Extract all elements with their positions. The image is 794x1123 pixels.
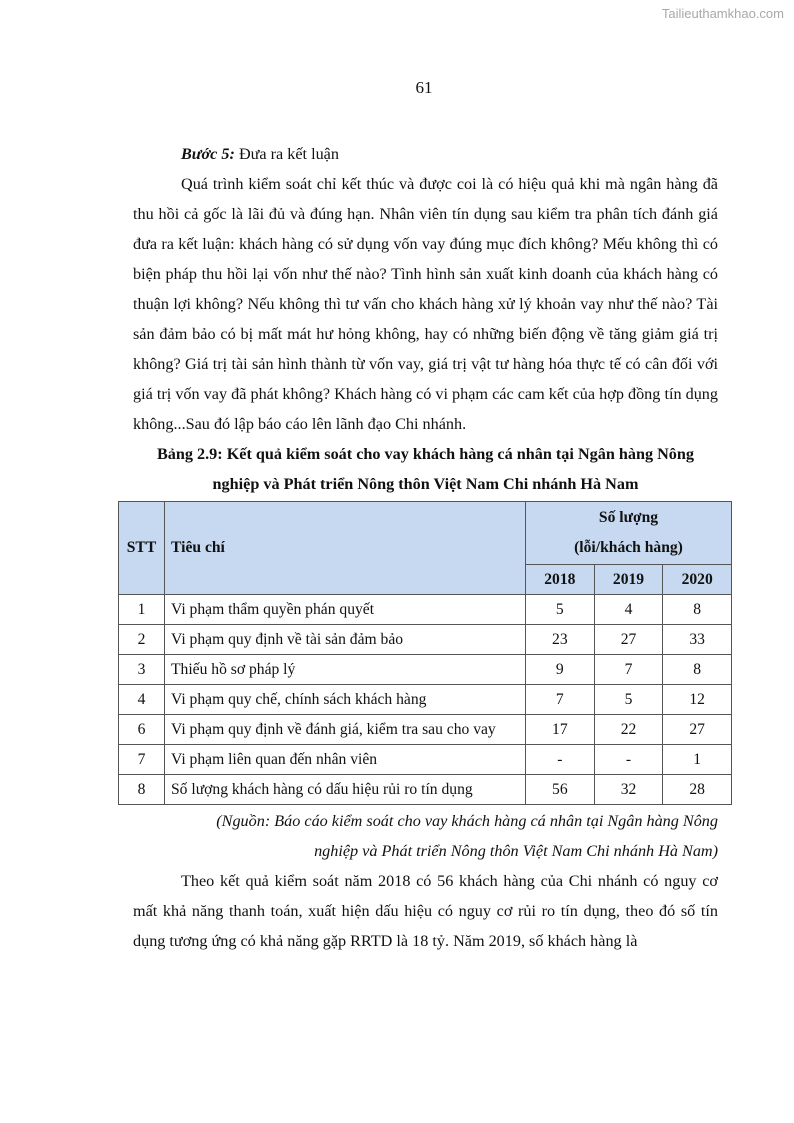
table-row [119,595,732,625]
row-value-2019: 7 [594,655,663,685]
table-row [119,775,732,805]
row-value-2019: 27 [594,625,663,655]
row-value-2018: 7 [526,685,595,715]
table-row [119,655,732,685]
row-value-2020: 8 [663,595,732,625]
row-value-2018: 23 [526,625,595,655]
page-number: 61 [415,78,433,97]
row-value-2019: 32 [594,775,663,805]
header-year-2019: 2019 [594,565,663,595]
row-value-2019: 4 [594,595,663,625]
header-stt: STT [119,502,165,595]
row-value-2018: - [526,745,595,775]
row-criteria: Vi phạm quy chế, chính sách khách hàng [165,685,526,715]
paragraph-2: Theo kết quả kiểm soát năm 2018 có 56 khách hàng của Chi nhánh có nguy cơ mất khả năng thanh toán, xuất hiện dấu hiệu có nguy cơ rủi ro tín dụng, theo đó số tín dụng tương ứng có khả năng gặp RRTD là 18 tỷ. Năm 2019, số khách hàng là [133,872,718,950]
header-quantity-line-1: Số lượng [598,509,659,526]
step-label: Bước 5: [181,145,235,163]
paragraph-1: Quá trình kiểm soát chỉ kết thúc và được coi là có hiệu quả khi mà ngân hàng đã thu hồi cả gốc là lãi đủ và đúng hạn. Nhân viên tín dụng sau kiểm tra phân tích đánh giá đưa ra kết luận: khách hàng có sử dụng vốn vay đúng mục đích không? Mếu không thì có biện pháp thu hồi lại vốn như thế nào? Tình hình sản xuất kinh doanh của khách hàng có thuận lợi không? Nếu không thì tư vấn cho khách hàng xử lý khoản vay như thế nào? Tài sản đảm bảo có bị mất mát hư hỏng không, hay có những biến động về tăng giảm giá trị không? Giá trị tài sản hình thành từ vốn vay, giá trị vật tư hàng hóa thực tế có cân đối với giá trị vốn vay đã phát không? Khách hàng có vi phạm các cam kết của hợp đồng tín dụng không...Sau đó lập báo cáo lên lãnh đạo Chi nhánh. [133,175,718,433]
row-criteria: Vi phạm thẩm quyền phán quyết [165,595,526,625]
header-year-2020: 2020 [663,565,732,595]
row-stt: 6 [119,715,165,745]
row-value-2019: - [594,745,663,775]
row-value-2018: 9 [526,655,595,685]
table-title-line-2: nghiệp và Phát triển Nông thôn Việt Nam Chi nhánh Hà Nam [212,475,639,493]
table-row [119,685,732,715]
control-results-table [118,501,732,805]
row-stt: 1 [119,595,165,625]
row-criteria: Vi phạm quy định về tài sản đảm bảo [165,625,526,655]
header-quantity [526,502,732,565]
row-value-2018: 17 [526,715,595,745]
row-stt: 7 [119,745,165,775]
row-value-2020: 27 [663,715,732,745]
watermark: Tailieuthamkhao.com [661,6,784,21]
row-value-2020: 1 [663,745,732,775]
step-text: Đưa ra kết luận [234,145,339,163]
row-stt: 2 [119,625,165,655]
row-stt: 4 [119,685,165,715]
header-quantity-line-2: (lỗi/khách hàng) [574,539,683,556]
document-body [126,139,718,956]
row-value-2020: 8 [663,655,732,685]
row-value-2019: 5 [594,685,663,715]
row-value-2020: 12 [663,685,732,715]
table-row [119,625,732,655]
row-stt: 3 [119,655,165,685]
header-year-2018: 2018 [526,565,595,595]
row-criteria: Thiếu hồ sơ pháp lý [165,655,526,685]
table-row [119,715,732,745]
table-title-line-1: Bảng 2.9: Kết quả kiểm soát cho vay khách hàng cá nhân tại Ngân hàng Nông [157,445,694,463]
row-value-2018: 56 [526,775,595,805]
source-line-2: nghiệp và Phát triển Nông thôn Việt Nam Chi nhánh Hà Nam) [314,842,718,860]
header-criteria: Tiêu chí [165,502,526,595]
row-criteria: Số lượng khách hàng có dấu hiệu rủi ro tín dụng [165,775,526,805]
source-line-1: (Nguồn: Báo cáo kiểm soát cho vay khách hàng cá nhân tại Ngân hàng Nông [216,812,718,830]
row-value-2019: 22 [594,715,663,745]
row-stt: 8 [119,775,165,805]
step-heading [133,139,718,169]
row-value-2018: 5 [526,595,595,625]
row-value-2020: 33 [663,625,732,655]
table-row [119,745,732,775]
row-criteria: Vi phạm liên quan đến nhân viên [165,745,526,775]
row-criteria: Vi phạm quy định về đánh giá, kiểm tra sau cho vay [165,715,526,745]
row-value-2020: 28 [663,775,732,805]
